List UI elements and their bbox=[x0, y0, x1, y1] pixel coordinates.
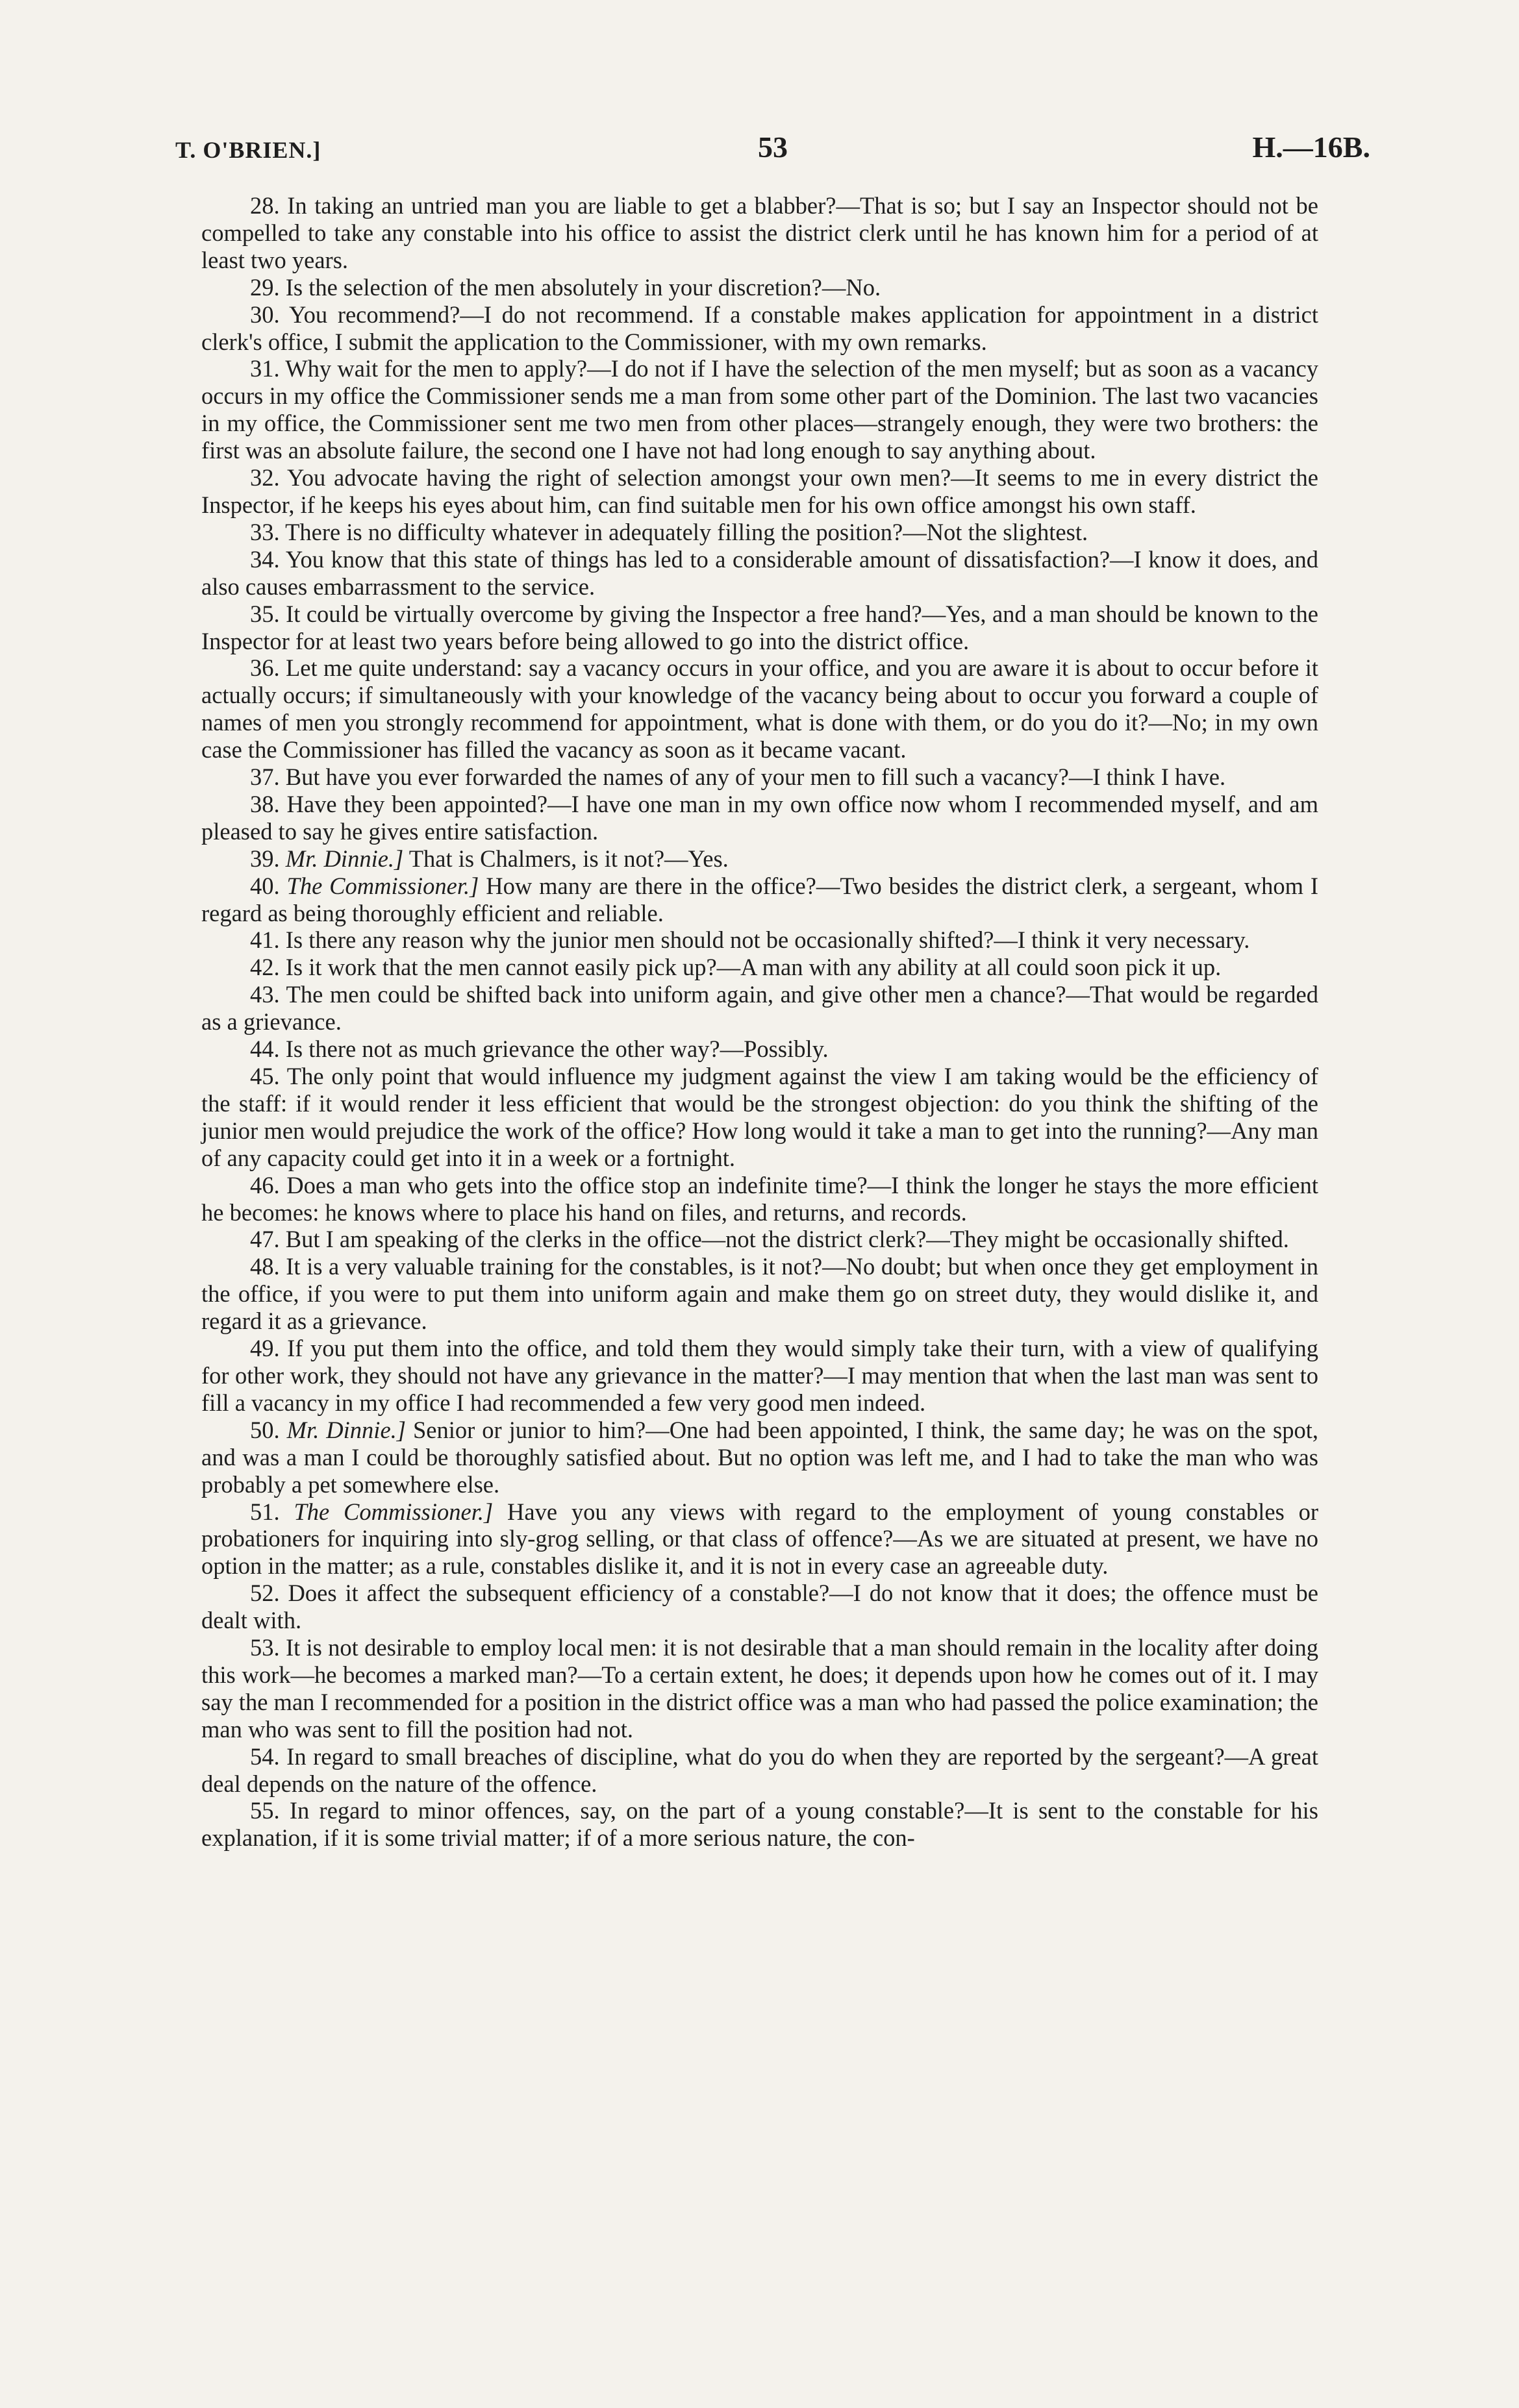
question-answer-text: If you put them into the office, and told them they would simply take their turn, with a view of qualifying for other work, they should not have any grievance in the matter?—I may mention that when the last man was sent to fill a vacancy in my office I had recommended a few very good men indeed. bbox=[201, 1335, 1318, 1416]
page-header bbox=[175, 130, 1370, 169]
question-answer-text: In taking an untried man you are liable to get a blabber?—That is so; but I say an Inspector should not be compelled to take any constable into his office to assist the district clerk until he has known him for a period of at least two years. bbox=[201, 192, 1318, 273]
testimony-paragraph bbox=[201, 1417, 1318, 1498]
question-answer-text: Does it affect the subsequent efficiency of a constable?—I do not know that it does; the offence must be dealt with. bbox=[201, 1580, 1319, 1634]
question-answer-text: It could be virtually overcome by giving the Inspector a free hand?—Yes, and a man should be known to the Inspector for at least two years before being allowed to go into the district office. bbox=[201, 600, 1319, 654]
speaker-label: The Commissioner.] bbox=[286, 872, 479, 899]
testimony-paragraph bbox=[201, 1253, 1318, 1335]
testimony-paragraph bbox=[201, 981, 1318, 1036]
question-number: 36. bbox=[250, 654, 280, 682]
speaker-label: The Commissioner.] bbox=[294, 1498, 494, 1525]
testimony-paragraph bbox=[201, 1743, 1318, 1798]
testimony-paragraph bbox=[201, 464, 1318, 519]
question-answer-text: There is no difficulty whatever in adequately filling the position?—Not the slightest. bbox=[285, 518, 1088, 545]
question-number: 32. bbox=[250, 464, 280, 491]
question-number: 29. bbox=[250, 273, 280, 301]
question-answer-text: You recommend?—I do not recommend. If a constable makes application for appointment in a district clerk's office, I submit the application to the Commissioner, with my own remarks. bbox=[201, 301, 1318, 355]
question-answer-text: Is there any reason why the junior men should not be occasionally shifted?—I think it very necessary. bbox=[285, 926, 1250, 954]
question-number: 43. bbox=[250, 981, 280, 1008]
testimony-paragraph bbox=[201, 873, 1318, 927]
question-number: 53. bbox=[250, 1634, 280, 1661]
question-number: 41. bbox=[250, 926, 280, 954]
testimony-paragraph bbox=[201, 926, 1318, 954]
testimony-paragraph bbox=[201, 546, 1318, 601]
question-number: 54. bbox=[250, 1743, 280, 1770]
page-number: 53 bbox=[758, 130, 788, 164]
testimony-body bbox=[201, 192, 1318, 1852]
testimony-paragraph bbox=[201, 601, 1318, 655]
question-answer-text: The only point that would influence my judgment against the view I am taking would be the efficiency of the staff: if it would render it less efficient that would be the strongest objection: do you think the shifting of the junior men would prejudice the work of the office? How long would it take a man to get into the running?—Any man of any capacity could get into it in a week or a fortnight. bbox=[201, 1063, 1319, 1171]
testimony-paragraph bbox=[201, 845, 1318, 873]
question-number: 35. bbox=[250, 600, 280, 627]
question-number: 52. bbox=[250, 1580, 280, 1607]
question-number: 45. bbox=[250, 1063, 280, 1089]
testimony-paragraph bbox=[201, 1063, 1318, 1172]
question-number: 39. bbox=[250, 845, 280, 872]
testimony-paragraph bbox=[201, 1498, 1318, 1580]
question-answer-text: Is there not as much grievance the other way?—Possibly. bbox=[285, 1036, 829, 1063]
question-number: 50. bbox=[250, 1416, 280, 1443]
paper-reference: H.—16B. bbox=[1252, 130, 1370, 164]
question-number: 31. bbox=[250, 355, 280, 382]
question-answer-text: It is a very valuable training for the constables, is it not?—No doubt; but when once they get employment in the office, if you were to put them into uniform again and make them go on street duty, they would dislike it, and regard it as a grievance. bbox=[201, 1253, 1318, 1335]
question-number: 49. bbox=[250, 1335, 280, 1362]
testimony-paragraph bbox=[201, 1634, 1318, 1743]
speaker-label: Mr. Dinnie.] bbox=[285, 845, 404, 872]
testimony-paragraph bbox=[201, 519, 1318, 546]
testimony-paragraph bbox=[201, 1172, 1318, 1226]
testimony-paragraph bbox=[201, 1226, 1318, 1253]
testimony-paragraph bbox=[201, 1036, 1318, 1063]
testimony-paragraph bbox=[201, 355, 1318, 464]
question-answer-text: In regard to small breaches of discipline, what do you do when they are reported by the sergeant?—A great deal depends on the nature of the offence. bbox=[201, 1743, 1318, 1797]
question-number: 37. bbox=[250, 763, 280, 791]
testimony-paragraph bbox=[201, 654, 1318, 763]
question-number: 55. bbox=[250, 1797, 280, 1824]
question-number: 47. bbox=[250, 1226, 280, 1253]
question-answer-text: The men could be shifted back into uniform again, and give other men a chance?—That would be regarded as a grievance. bbox=[201, 981, 1318, 1036]
testimony-paragraph bbox=[201, 274, 1318, 301]
question-answer-text: Let me quite understand: say a vacancy occurs in your office, and you are aware it is about to occur before it actually occurs; if simultaneously with your knowledge of the vacancy being about to occur you forward a couple of names of men you strongly recommend for appointment, what is done with them, or do you do it?—No; in my own case the Commissioner has filled the vacancy as soon as it became vacant. bbox=[201, 654, 1318, 763]
question-answer-text: It is not desirable to employ local men: it is not desirable that a man should remain in the locality after doing this work—he becomes a marked man?—To a certain extent, he does; it depends upon how he comes out of it. I may say the man I recommended for a position in the district office was a man who had passed the police examination; the man who was sent to fill the position had not. bbox=[201, 1634, 1319, 1743]
testimony-paragraph bbox=[201, 192, 1318, 274]
question-answer-text: But I am speaking of the clerks in the office—not the district clerk?—They might be occasionally shifted. bbox=[285, 1226, 1289, 1253]
question-answer-text: Is it work that the men cannot easily pick up?—A man with any ability at all could soon pick it up. bbox=[285, 954, 1222, 981]
question-answer-text: You know that this state of things has led to a considerable amount of dissatisfaction?—I know it does, and also causes embarrassment to the service. bbox=[201, 545, 1318, 600]
testimony-paragraph bbox=[201, 1797, 1318, 1852]
question-number: 48. bbox=[250, 1253, 280, 1280]
question-answer-text: Have they been appointed?—I have one man in my own office now whom I recommended myself, and am pleased to say he gives entire satisfaction. bbox=[201, 790, 1318, 845]
question-number: 33. bbox=[250, 518, 280, 545]
question-number: 42. bbox=[250, 954, 280, 981]
testimony-paragraph bbox=[201, 763, 1318, 791]
question-number: 34. bbox=[250, 545, 280, 573]
testimony-paragraph bbox=[201, 1335, 1318, 1417]
question-answer-text: But have you ever forwarded the names of any of your men to fill such a vacancy?—I think I have. bbox=[285, 763, 1226, 791]
question-answer-text: Is the selection of the men absolutely in your discretion?—No. bbox=[285, 273, 881, 301]
question-answer-text: In regard to minor offences, say, on the part of a young constable?—It is sent to the constable for his explanation, if it is some trivial matter; if of a more serious nature, the con- bbox=[201, 1797, 1319, 1852]
question-number: 40. bbox=[250, 872, 280, 899]
question-answer-text: That is Chalmers, is it not?—Yes. bbox=[408, 845, 729, 872]
question-answer-text: How many are there in the office?—Two besides the district clerk, a sergeant, whom I regard as being thoroughly efficient and reliable. bbox=[201, 872, 1319, 926]
question-answer-text: Have you any views with regard to the employment of young constables or probationers for inquiring into sly-grog selling, or that class of offence?—As we are situated at present, we have no option in the matter; as a rule, constables dislike it, and it is not in every case an agreeable duty. bbox=[201, 1498, 1319, 1580]
question-answer-text: You advocate having the right of selection amongst your own men?—It seems to me in every district the Inspector, if he keeps his eyes about him, can find suitable men for his own office amongst his own staff. bbox=[201, 464, 1318, 518]
question-number: 30. bbox=[250, 301, 280, 328]
witness-running-head: T. O'BRIEN.] bbox=[175, 137, 321, 163]
testimony-paragraph bbox=[201, 1580, 1318, 1634]
question-number: 28. bbox=[250, 192, 280, 219]
speaker-label: Mr. Dinnie.] bbox=[286, 1416, 406, 1443]
question-answer-text: Does a man who gets into the office stop an indefinite time?—I think the longer he stays the more efficient he becomes: he knows where to place his hand on files, and returns, and records. bbox=[201, 1171, 1319, 1226]
question-number: 44. bbox=[250, 1036, 280, 1063]
testimony-paragraph bbox=[201, 301, 1318, 356]
question-number: 38. bbox=[250, 790, 280, 817]
question-answer-text: Why wait for the men to apply?—I do not if I have the selection of the men myself; but as soon as a vacancy occurs in my office the Commissioner sends me a man from some other part of the Dominion. The last two vacancies in my office, the Commissioner sent me two men from other places—strangely enough, they were two brothers: the first was an absolute failure, the second one I have not had long enough to say anything about. bbox=[201, 355, 1318, 464]
question-answer-text: Senior or junior to him?—One had been appointed, I think, the same day; he was on the spot, and was a man I could be thoroughly satisfied about. But no option was left me, and I had to take the man who was probably a pet somewhere else. bbox=[201, 1416, 1319, 1498]
testimony-paragraph bbox=[201, 791, 1318, 845]
testimony-paragraph bbox=[201, 954, 1318, 981]
question-number: 51. bbox=[250, 1498, 280, 1525]
question-number: 46. bbox=[250, 1171, 280, 1198]
